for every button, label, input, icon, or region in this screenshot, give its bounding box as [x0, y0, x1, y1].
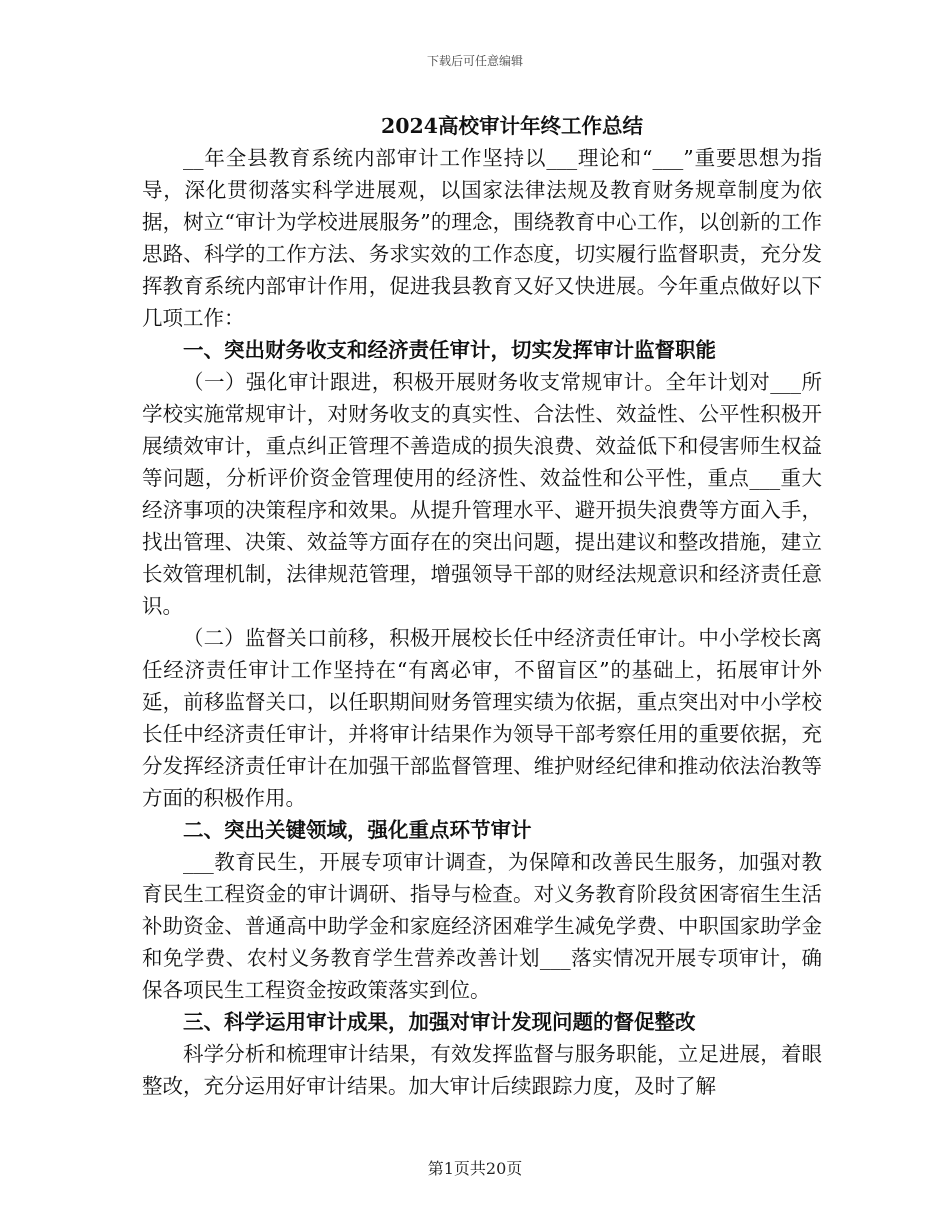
paragraph-3: 科学分析和梳理审计结果，有效发挥监督与服务职能，立足进展，着眼整改，充分运用好审计结果。加大审计后续跟踪力度，及时了解: [142, 1042, 822, 1098]
section-heading-3: 三、科学运用审计成果，加强对审计发现问题的督促整改: [183, 1010, 696, 1034]
section-heading-2: 二、突出关键领域，强化重点环节审计: [183, 818, 532, 842]
document-title: 2024高校审计年终工作总结: [380, 114, 644, 138]
page-number-footer: 第1页共20页: [427, 1159, 523, 1178]
section-heading-1: 一、突出财务收支和经济责任审计，切实发挥审计监督职能: [183, 338, 716, 362]
document-body: [142, 110, 822, 1102]
paragraph-intro: __年全县教育系统内部审计工作坚持以___理论和“___”重要思想为指导，深化贯彻落实科学进展观，以国家法律法规及教育财务规章制度为依据，树立“审计为学校进展服务”的理念，围绕教育中心工作，以创新的工作思路、科学的工作方法、务求实效的工作态度，切实履行监督职责，充分发挥教育系统内部审计作用，促进我县教育又好又快进展。今年重点做好以下几项工作：: [142, 146, 822, 330]
paragraph-1-2: （二）监督关口前移，积极开展校长任中经济责任审计。中小学校长离任经济责任审计工作坚持在“有离必审，不留盲区”的基础上，拓展审计外延，前移监督关口，以任职期间财务管理实绩为依据，重点突出对中小学校长任中经济责任审计，并将审计结果作为领导干部考察任用的重要依据，充分发挥经济责任审计在加强干部监督管理、维护财经纪律和推动依法治教等方面的积极作用。: [142, 626, 822, 810]
page-header-note: 下载后可任意编辑: [426, 54, 523, 68]
paragraph-2: ___教育民生，开展专项审计调查，为保障和改善民生服务，加强对教育民生工程资金的审计调研、指导与检查。对义务教育阶段贫困寄宿生生活补助资金、普通高中助学金和家庭经济困难学生减免学费、中职国家助学金和免学费、农村义务教育学生营养改善计划___落实情况开展专项审计，确保各项民生工程资金按政策落实到位。: [142, 850, 822, 1002]
paragraph-1-1: （一）强化审计跟进，积极开展财务收支常规审计。全年计划对___所学校实施常规审计，对财务收支的真实性、合法性、效益性、公平性积极开展绩效审计，重点纠正管理不善造成的损失浪费、效益低下和侵害师生权益等问题，分析评价资金管理使用的经济性、效益性和公平性，重点___重大经济事项的决策程序和效果。从提升管理水平、避开损失浪费等方面入手，找出管理、决策、效益等方面存在的突出问题，提出建议和整改措施，建立长效管理机制，法律规范管理，增强领导干部的财经法规意识和经济责任意识。: [142, 370, 822, 618]
